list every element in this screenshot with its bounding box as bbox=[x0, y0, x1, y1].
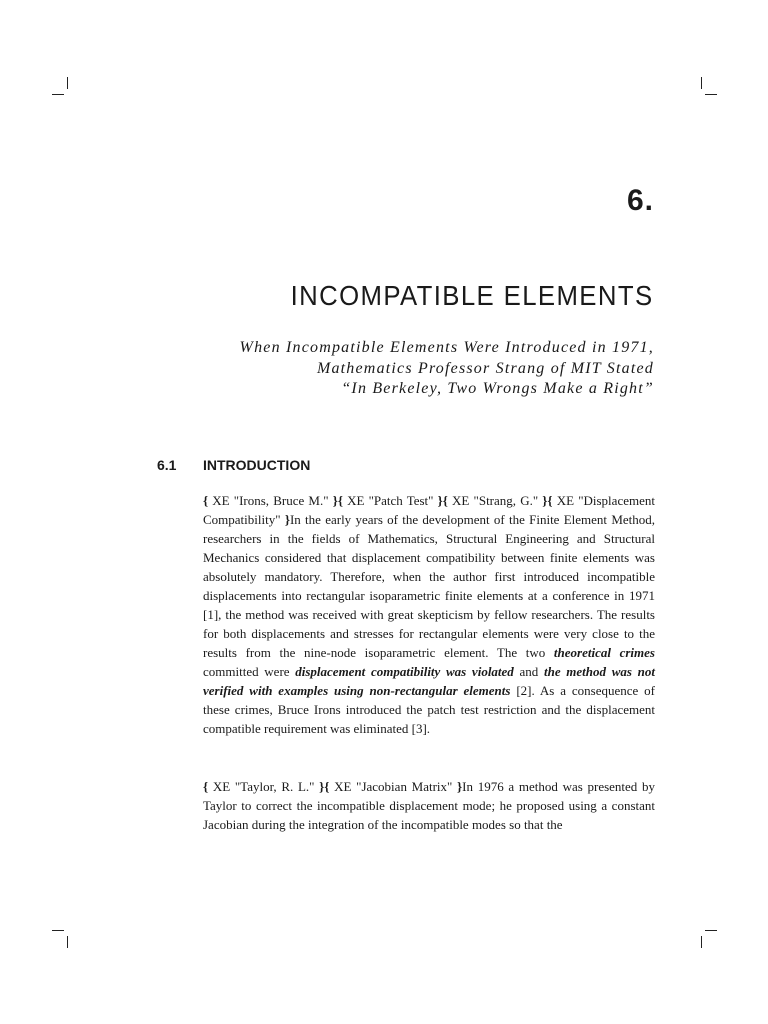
xe-field-code: XE "Taylor, R. L." bbox=[208, 779, 320, 794]
section-number: 6.1 bbox=[157, 457, 177, 473]
field-brace-open: { bbox=[442, 493, 448, 508]
crop-mark-bottom-right-horizontal bbox=[705, 930, 717, 931]
field-brace-open: { bbox=[337, 493, 343, 508]
field-brace-close: } bbox=[542, 493, 548, 508]
xe-field-code: XE "Patch Test" bbox=[342, 493, 438, 508]
paragraph-text: [2]. As a consequence of these crimes, Bruce Irons introduced the patch test restriction and the displacement compatible requirement was eliminated [3]. bbox=[203, 683, 655, 736]
field-brace-close: } bbox=[284, 512, 290, 527]
field-brace-close: } bbox=[457, 779, 463, 794]
crop-mark-bottom-left-horizontal bbox=[52, 930, 64, 931]
field-brace-open: { bbox=[203, 493, 209, 508]
crop-mark-bottom-right-vertical bbox=[701, 936, 702, 948]
epigraph-line: Mathematics Professor Strang of MIT Stated bbox=[316, 359, 654, 377]
field-brace-open: { bbox=[203, 779, 209, 794]
crop-mark-top-left-vertical bbox=[67, 77, 68, 89]
section-title: INTRODUCTION bbox=[203, 457, 311, 473]
emphasis-text: the method was not verified with examples using non-rectangular elements bbox=[203, 664, 655, 698]
paragraph-text: In the early years of the development of the Finite Element Method, researchers in the fields of Mathematics, Structural Engineering and Structural Mechanics considered that displacement compatibility between finite elements was absolutely mandatory. Therefore, when the author first introduced incompatible displacements into rectangular isoparametric finite elements at a conference in 1971 [1], the method was received with great skepticism by fellow researchers. The results for both displacements and stresses for rectangular elements were very close to the results from the nine-node isoparametric element. The two bbox=[203, 512, 656, 660]
paragraph-taylor bbox=[203, 777, 655, 834]
epigraph-line: When Incompatible Elements Were Introduced in 1971, bbox=[239, 339, 654, 356]
field-brace-open: { bbox=[324, 779, 330, 794]
epigraph-line: “In Berkeley, Two Wrongs Make a Right” bbox=[341, 380, 654, 397]
xe-field-code: XE "Displacement Compatibility" bbox=[203, 493, 655, 527]
paragraph-introduction bbox=[203, 491, 655, 738]
chapter-number: 6. bbox=[626, 184, 654, 217]
xe-field-code: XE "Irons, Bruce M." bbox=[208, 493, 333, 508]
field-brace-close: } bbox=[332, 493, 338, 508]
xe-field-code: XE "Strang, G." bbox=[447, 493, 543, 508]
crop-mark-top-right-vertical bbox=[701, 77, 702, 89]
emphasis-text: displacement compatibility was violated bbox=[295, 664, 514, 679]
crop-mark-top-right-horizontal bbox=[705, 94, 717, 95]
field-brace-close: } bbox=[437, 493, 443, 508]
chapter-title: INCOMPATIBLE ELEMENTS bbox=[291, 280, 654, 311]
section-heading bbox=[157, 457, 310, 473]
paragraph-text: and bbox=[513, 664, 544, 679]
paragraph-text: committed were bbox=[203, 664, 296, 679]
xe-field-code: XE "Jacobian Matrix" bbox=[329, 779, 458, 794]
crop-mark-bottom-left-vertical bbox=[67, 936, 68, 948]
epigraph bbox=[240, 338, 654, 400]
emphasis-text: theoretical crimes bbox=[553, 645, 655, 660]
paragraph-text: In 1976 a method was presented by Taylor to correct the incompatible displacement mode; he proposed using a constant Jacobian during the integration of the incompatible modes so that the bbox=[203, 779, 656, 832]
field-brace-close: } bbox=[319, 779, 325, 794]
crop-mark-top-left-horizontal bbox=[52, 94, 64, 95]
field-brace-open: { bbox=[547, 493, 553, 508]
